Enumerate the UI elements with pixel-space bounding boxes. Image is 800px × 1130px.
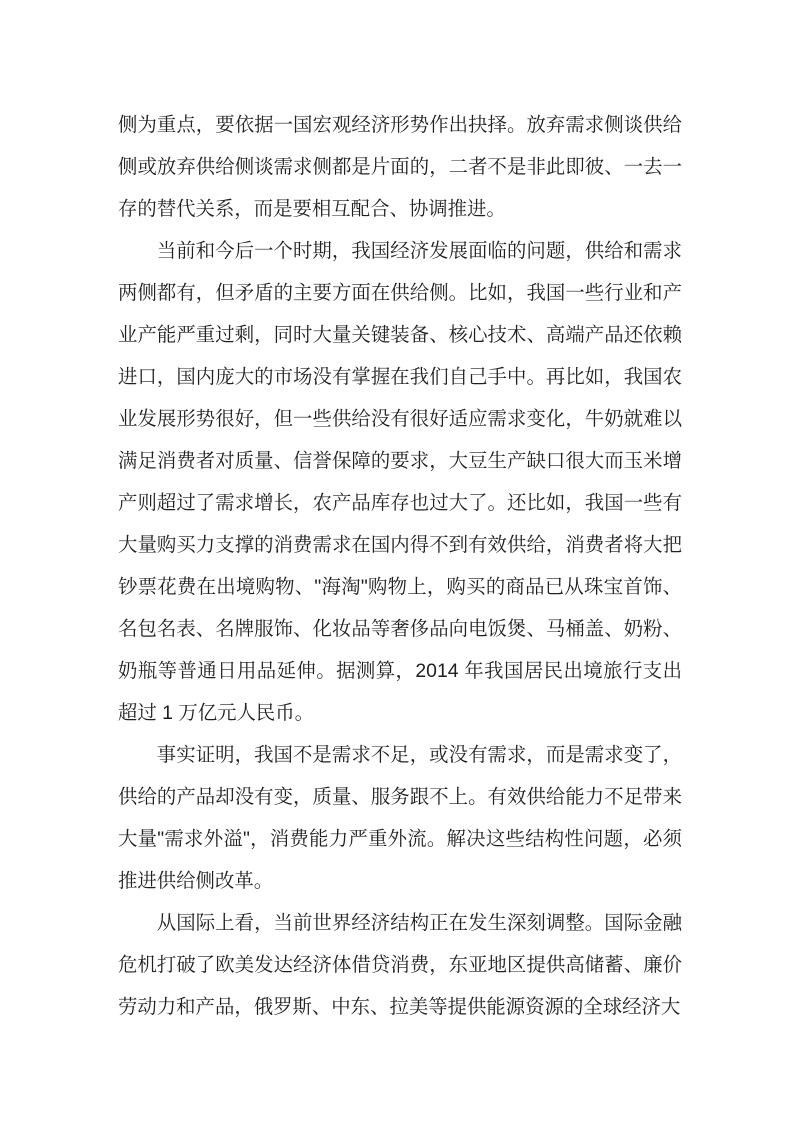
paragraph-international-view: 从国际上看，当前世界经济结构正在发生深刻调整。国际金融危机打破了欧美发达经济体借贷消费，东亚地区提供高储蓄、廉价劳动力和产品，俄罗斯、中东、拉美等提供能源资源的全球经济大 (118, 912, 682, 1018)
paragraph-current-period: 当前和今后一个时期，我国经济发展面临的问题，供给和需求两侧都有，但矛盾的主要方面在供给侧。比如，我国一些行业和产业产能严重过剩，同时大量关键装备、核心技术、高端产品还依赖进口，国内庞大的市场没有掌握在我们自己手中。再比如，我国农业发展形势很好，但一些供给没有很好适应需求变化，牛奶就难以满足消费者对质量、信誉保障的要求，大豆生产缺口很大而玉米增产则超过了需求增长，农产品库存也过大了。还比如，我国一些有大量购买力支撑的消费需求在国内得不到有效供给，消费者将大把钞票花费在出境购物、"海淘"购物上，购买的商品已从珠宝首饰、名包名表、名牌服饰、化妆品等奢侈品向电饭煲、马桶盖、奶粉、奶瓶等普通日用品延伸。据测算，2014 年我国居民出境旅行支出超过 1 万亿元人民币。 (118, 240, 682, 724)
paragraph-facts-prove: 事实证明，我国不是需求不足，或没有需求，而是需求变了，供给的产品却没有变，质量、服务跟不上。有效供给能力不足带来大量"需求外溢"，消费能力严重外流。解决这些结构性问题，必须推进供给侧改革。 (118, 744, 682, 892)
paragraph-continuation: 侧为重点，要依据一国宏观经济形势作出抉择。放弃需求侧谈供给侧或放弃供给侧谈需求侧都是片面的，二者不是非此即彼、一去一存的替代关系，而是要相互配合、协调推进。 (118, 114, 682, 220)
document-body (118, 104, 682, 1028)
